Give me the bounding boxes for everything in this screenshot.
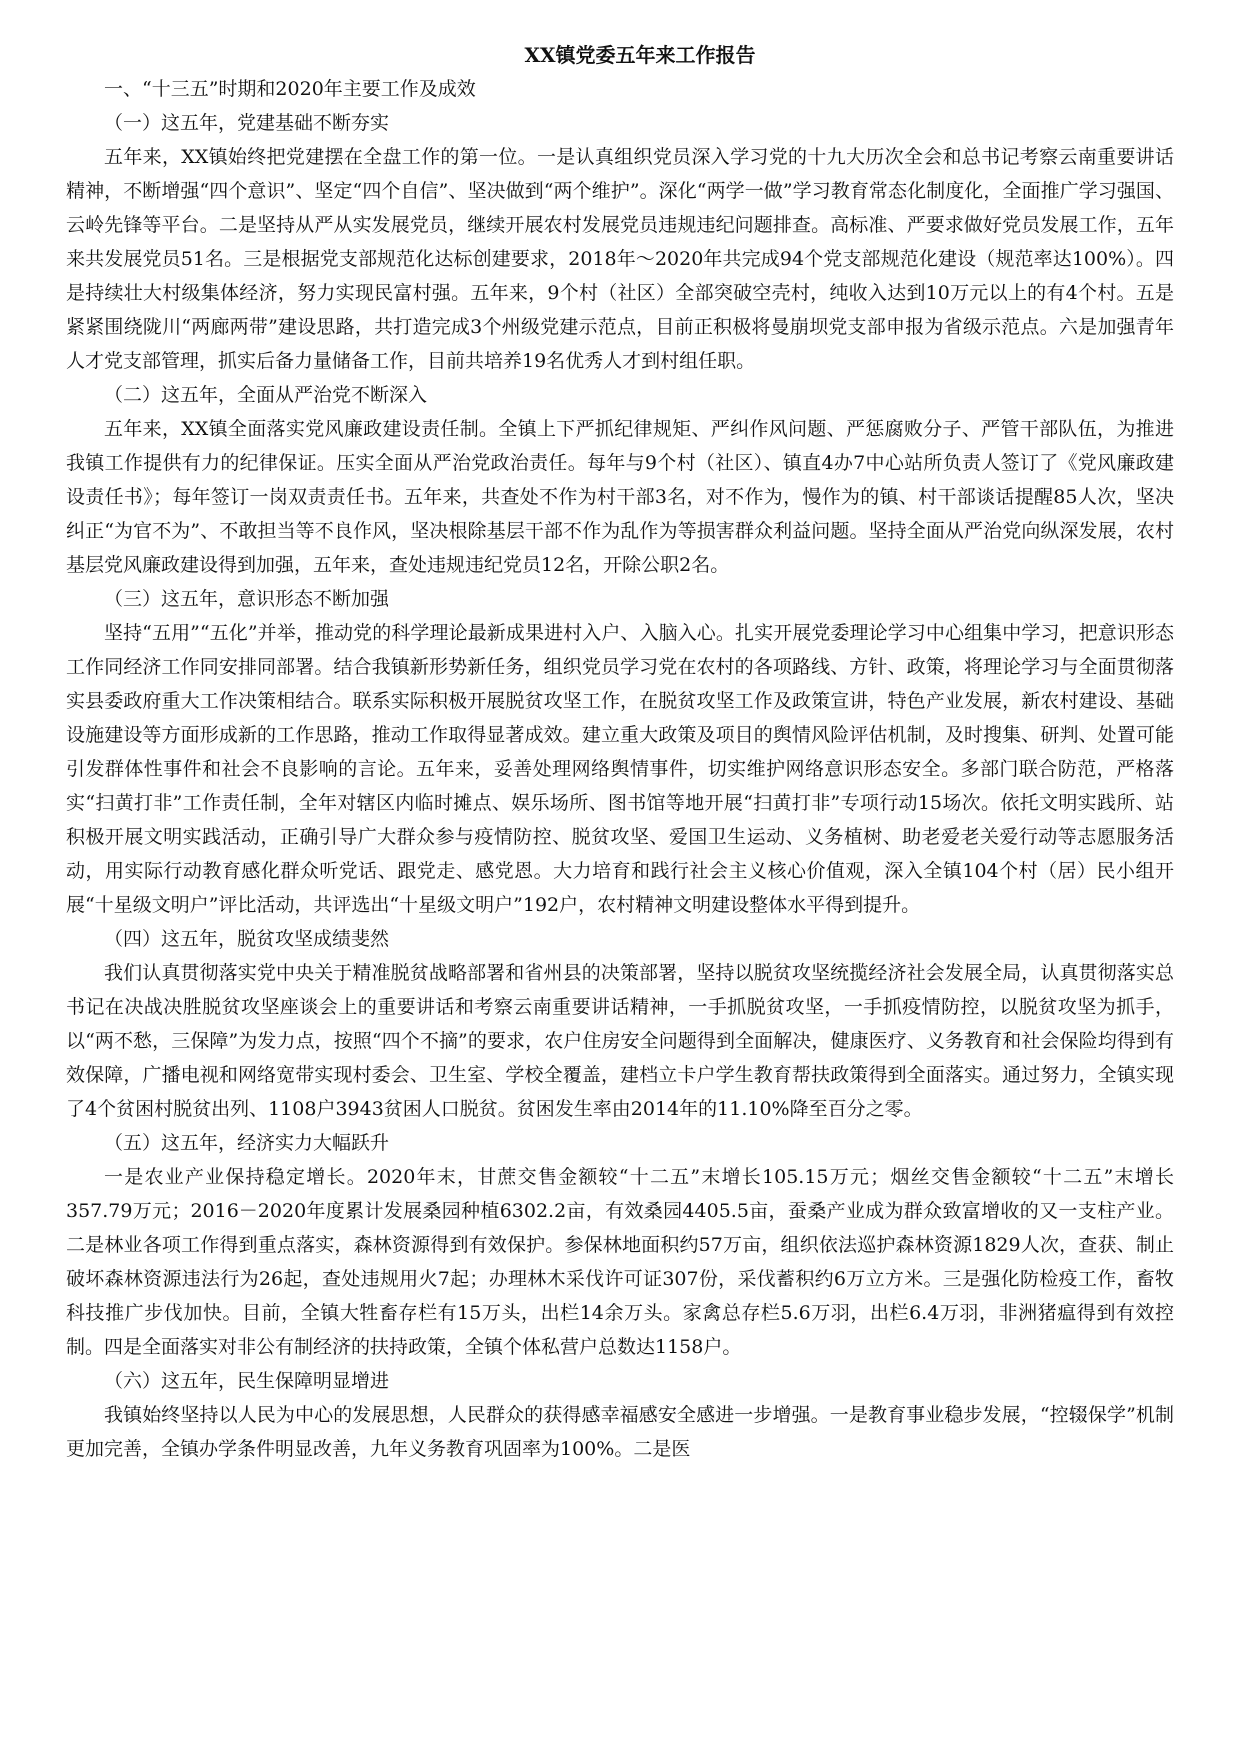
section-poverty-alleviation	[66, 922, 1174, 1126]
section-heading: （六）这五年，民生保障明显增进	[104, 1370, 390, 1392]
document-title: XX镇党委五年来工作报告	[524, 43, 756, 67]
section-heading: （一）这五年，党建基础不断夯实	[104, 112, 390, 134]
section-paragraph: 一是农业产业保持稳定增长。2020年末，甘蔗交售金额较“十二五”末增长105.15万元；烟丝交售金额较“十二五”末增长357.79万元；2016－2020年度累计发展桑园种植6302.2亩，有效桑园4405.5亩，蚕桑产业成为群众致富增收的又一支柱产业。二是林业各项工作得到重点落实，森林资源得到有效保护。参保林地面积约57万亩，组织依法巡护森林资源1829人次，查获、制止破坏森林资源违法行为26起，查处违规用火7起；办理林木采伐许可证307份，采伐蓄积约6万立方米。三是强化防检疫工作，畜牧科技推广步伐加快。目前，全镇大牲畜存栏有15万头，出栏14余万头。家禽总存栏5.6万羽，出栏6.4万羽，非洲猪瘟得到有效控制。四是全面落实对非公有制经济的扶持政策，全镇个体私营户总数达1158户。	[66, 1166, 1174, 1358]
section-heading: （四）这五年，脱贫攻坚成绩斐然	[104, 928, 390, 950]
section-paragraph: 五年来，XX镇全面落实党风廉政建设责任制。全镇上下严抓纪律规矩、严纠作风问题、严惩腐败分子、严管干部队伍，为推进我镇工作提供有力的纪律保证。压实全面从严治党政治责任。每年与9个村（社区）、镇直4办7中心站所负责人签订了《党风廉政建设责任书》；每年签订一岗双责责任书。五年来，共查处不作为村干部3名，对不作为，慢作为的镇、村干部谈话提醒85人次，坚决纠正“为官不为”、不敢担当等不良作风，坚决根除基层干部不作为乱作为等损害群众利益问题。坚持全面从严治党向纵深发展，农村基层党风廉政建设得到加强，五年来，查处违规违纪党员12名，开除公职2名。	[66, 418, 1174, 576]
section-paragraph: 坚持“五用”“五化”并举，推动党的科学理论最新成果进村入户、入脑入心。扎实开展党委理论学习中心组集中学习，把意识形态工作同经济工作同安排同部署。结合我镇新形势新任务，组织党员学习党在农村的各项路线、方针、政策，将理论学习与全面贯彻落实县委政府重大工作决策相结合。联系实际积极开展脱贫攻坚工作，在脱贫攻坚工作及政策宣讲，特色产业发展，新农村建设、基础设施建设等方面形成新的工作思路，推动工作取得显著成效。建立重大政策及项目的舆情风险评估机制，及时搜集、研判、处置可能引发群体性事件和社会不良影响的言论。五年来，妥善处理网络舆情事件，切实维护网络意识形态安全。多部门联合防范，严格落实“扫黄打非”工作责任制，全年对辖区内临时摊点、娱乐场所、图书馆等地开展“扫黄打非”专项行动15场次。依托文明实践所、站积极开展文明实践活动，正确引导广大群众参与疫情防控、脱贫攻坚、爱国卫生运动、义务植树、助老爱老关爱行动等志愿服务活动，用实际行动教育感化群众听党话、跟党走、感党恩。大力培育和践行社会主义核心价值观，深入全镇104个村（居）民小组开展“十星级文明户”评比活动，共评选出“十星级文明户”192户，农村精神文明建设整体水平得到提升。	[66, 622, 1174, 916]
section-paragraph: 我镇始终坚持以人民为中心的发展思想，人民群众的获得感幸福感安全感进一步增强。一是教育事业稳步发展，“控辍保学”机制更加完善，全镇办学条件明显改善，九年义务教育巩固率为100%。二是医	[66, 1404, 1174, 1460]
section-heading: （五）这五年，经济实力大幅跃升	[104, 1132, 390, 1154]
section-heading: （三）这五年，意识形态不断加强	[104, 588, 390, 610]
section-heading: （二）这五年，全面从严治党不断深入	[104, 384, 428, 406]
section-ideology	[66, 582, 1174, 922]
section-paragraph: 我们认真贯彻落实党中央关于精准脱贫战略部署和省州县的决策部署，坚持以脱贫攻坚统揽经济社会发展全局，认真贯彻落实总书记在决战决胜脱贫攻坚座谈会上的重要讲话和考察云南重要讲话精神，一手抓脱贫攻坚，一手抓疫情防控，以脱贫攻坚为抓手，以“两不愁，三保障”为发力点，按照“四个不摘”的要求，农户住房安全问题得到全面解决，健康医疗、义务教育和社会保险均得到有效保障，广播电视和网络宽带实现村委会、卫生室、学校全覆盖，建档立卡户学生教育帮扶政策得到全面落实。通过努力，全镇实现了4个贫困村脱贫出列、1108户3943贫困人口脱贫。贫困发生率由2014年的11.10%降至百分之零。	[66, 962, 1174, 1120]
section-paragraph: 五年来，XX镇始终把党建摆在全盘工作的第一位。一是认真组织党员深入学习党的十九大历次全会和总书记考察云南重要讲话精神，不断增强“四个意识”、坚定“四个自信”、坚决做到“两个维护”。深化“两学一做”学习教育常态化制度化，全面推广学习强国、云岭先锋等平台。二是坚持从严从实发展党员，继续开展农村发展党员违规违纪问题排查。高标准、严要求做好党员发展工作，五年来共发展党员51名。三是根据党支部规范化达标创建要求，2018年～2020年共完成94个党支部规范化建设（规范率达100%）。四是持续壮大村级集体经济，努力实现民富村强。五年来，9个村（社区）全部突破空壳村，纯收入达到10万元以上的有4个村。五是紧紧围绕陇川“两廊两带”建设思路，共打造完成3个州级党建示范点，目前正积极将曼崩坝党支部申报为省级示范点。六是加强青年人才党支部管理，抓实后备力量储备工作，目前共培养19名优秀人才到村组任职。	[66, 146, 1174, 372]
part-heading: 一、“十三五”时期和2020年主要工作及成效	[104, 78, 476, 100]
section-economy	[66, 1126, 1174, 1364]
section-livelihood	[66, 1364, 1174, 1466]
section-party-building	[66, 106, 1174, 378]
section-strict-governance	[66, 378, 1174, 582]
